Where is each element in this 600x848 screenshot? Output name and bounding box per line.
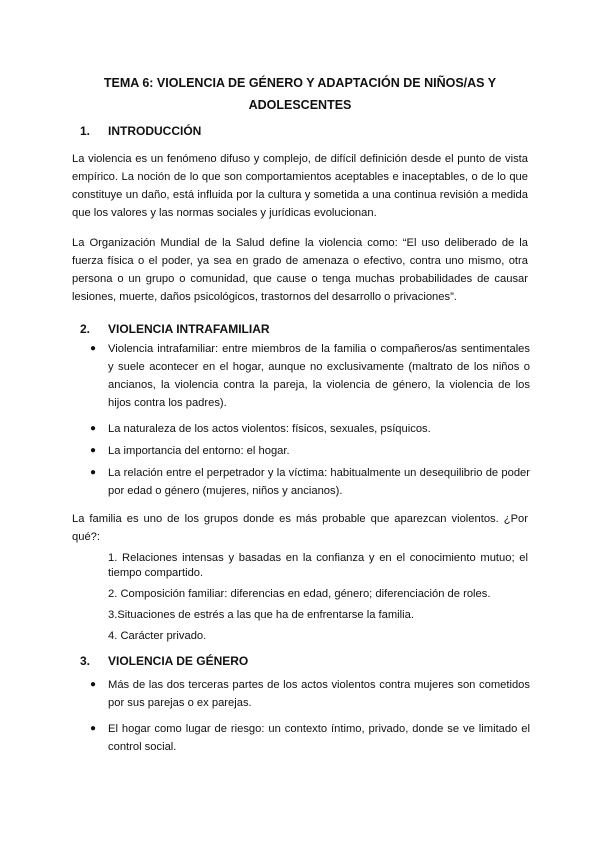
list-item: 2. Composición familiar: diferencias en edad, género; diferenciación de roles. (108, 588, 491, 600)
section-title: VIOLENCIA DE GÉNERO (108, 654, 249, 668)
bullet-icon: ● (90, 445, 97, 456)
list-item: 3.Situaciones de estrés a las que ha de enfrentarse la familia. (108, 609, 414, 621)
list-item: 4. Carácter privado. (108, 630, 207, 642)
section-title: INTRODUCCIÓN (108, 124, 202, 138)
list-item: ● La naturaleza de los actos violentos: físicos, sexuales, psíquicos. (90, 420, 530, 438)
paragraph: La familia es uno de los grupos donde es más probable que aparezcan violentos. ¿Por qué?: (72, 513, 528, 543)
bullet-icon: ● (90, 343, 97, 354)
section-number: 3. (80, 654, 91, 668)
document-title: TEMA 6: VIOLENCIA DE GÉNERO Y ADAPTACIÓN DE NIÑOS/AS Y ADOLESCENTES (103, 76, 497, 112)
list-item: ● La importancia del entorno: el hogar. (90, 442, 530, 460)
paragraph: La Organización Mundial de la Salud define la violencia como: “El uso deliberado de la fuerza física o el poder, ya sea en grado de amenaza o efectivo, contra uno mismo, otra persona o un grupo o comunidad, que cause o tenga muchas probabilidades de causar lesiones, muerte, daños psicológicos, trastornos del desarrollo o privaciones”. (72, 237, 528, 303)
bullet-icon: ● (90, 423, 97, 434)
bullet-list (90, 340, 530, 500)
numbered-list (108, 551, 528, 644)
paragraph: La violencia es un fenómeno difuso y complejo, de difícil definición desde el punto de vista empírico. La noción de lo que son comportamientos aceptables e inaceptables, o de lo que constituye un daño, está influida por la cultura y sometida a una continua revisión a medida que los valores y las normas sociales y jurídicas evolucionan. (72, 153, 528, 219)
section-number: 1. (80, 124, 91, 138)
bullet-list (90, 676, 530, 756)
list-item: ● La relación entre el perpetrador y la víctima: habitualmente un desequilibrio de poder por edad o género (mujeres, niños y ancianos). (90, 464, 530, 500)
list-item: 1. Relaciones intensas y basadas en la confianza y en el conocimiento mutuo; el tiempo compartido. (108, 552, 528, 579)
bullet-icon: ● (90, 679, 97, 690)
bullet-icon: ● (90, 723, 97, 734)
section-title: VIOLENCIA INTRAFAMILIAR (108, 322, 270, 336)
bullet-icon: ● (90, 467, 97, 478)
list-item: ● Más de las dos terceras partes de los actos violentos contra mujeres son cometidos por sus parejas o ex parejas. (90, 676, 530, 712)
list-item: ● El hogar como lugar de riesgo: un contexto íntimo, privado, donde se ve limitado el control social. (90, 720, 530, 756)
list-item: ● Violencia intrafamiliar: entre miembros de la familia o compañeros/as sentimentales y suele acontecer en el hogar, aunque no exclusivamente (maltrato de los niños o ancianos, la violencia contra la pareja, la violencia de género, la violencia de los hijos contra los padres). (90, 340, 530, 412)
section-number: 2. (80, 322, 91, 336)
